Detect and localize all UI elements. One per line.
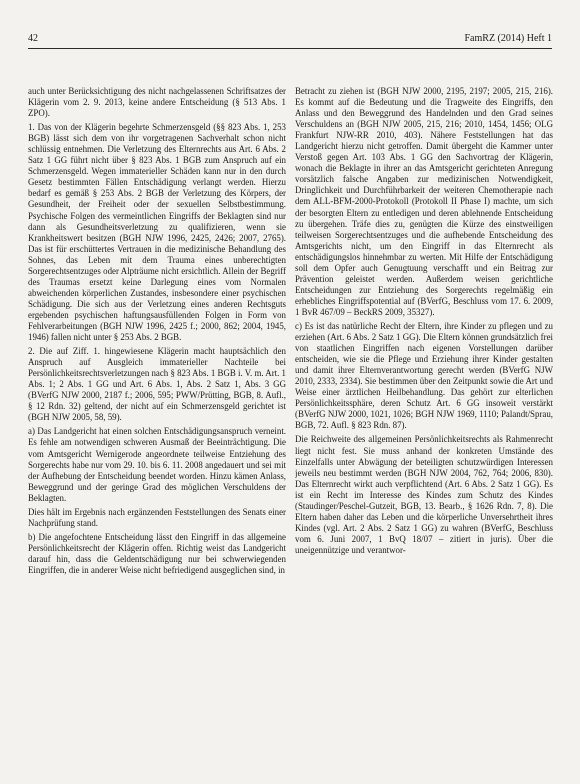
paragraph: 1. Das von der Klägerin begehrte Schmerzensgeld (§§ 823 Abs. 1, 253 BGB) lässt sich dem von ihr vorgetragenen Sachverhalt schon nicht schlüssig entnehmen. Die Verletzung des Elternrechts aus Art. 6 Abs. 2 Satz 1 GG führt nicht über § 823 Abs. 1 BGB zum Anspruch auf ein Schmerzensgeld. Wegen immaterieller Schäden kann nur in den durch Gesetz bestimmten Fällen Entschädigung verlangt werden. Hierzu bedarf es gemäß § 253 Abs. 2 BGB der Verletzung des Körpers, der Gesundheit, der Freiheit oder der sexuellen Selbstbestimmung. Psychische Folgen des vermeintlichen Eingriffs der Beklagten sind nur dann als Gesundheitsverletzung zu qualifizieren, wenn sie Krankheitswert besitzen (BGH NJW 1996, 2425, 2426; 2007, 2765). Das ist für erschüttertes Vertrauen in die medizinische Behandlung des Sohnes, das Leben mit dem Trauma eines unberechtigten Sorgerechtsentzuges oder Alpträume nicht ersichtlich. Allein der Begriff des Traumas ersetzt keine Darlegung eines vom Normalen abweichenden körperlichen Zustandes, insbesondere einer psychischen Schädigung. Die sich aus der Verletzung eines anderen Rechtsguts ergebenden psychischen haftungsausfüllenden Folgen in Form von Fehlverarbeitungen (BGH NJW 1996, 2425 f.; 2000, 862; 2004, 1945, 1946) fallen nicht unter § 253 Abs. 2 BGB.: [28, 122, 286, 343]
paragraph: Dies hält im Ergebnis nach ergänzenden Feststellungen des Senats einer Nachprüfung stand.: [28, 506, 286, 528]
paragraph: c) Es ist das natürliche Recht der Eltern, ihre Kinder zu pflegen und zu erziehen (Art. 6 Abs. 2 Satz 1 GG). Die Eltern können grundsätzlich frei von staatlichen Eingriffen nach eigenen Vorstellungen darüber entscheiden, wie sie die Pflege und Erziehung ihrer Kinder gestalten und damit ihrer Elternverantwortung gerecht werden (BVerfG NJW 2010, 2333, 2334). Sie bestimmen über den Zeitpunkt sowie die Art und Weise einer ärztlichen Heilbehandlung. Das gehört zur elterlichen Persönlichkeitssphäre, deren Schutz Art. 6 GG insoweit verstärkt (BVerfG NJW 2000, 1021, 1026; BGH NJW 1969, 1110; Palandt/Sprau, BGB, 72. Aufl. § 823 Rdn. 87).: [295, 320, 553, 431]
journal-citation: FamRZ (2014) Heft 1: [464, 32, 552, 44]
paragraph: auch unter Berücksichtigung des nicht nachgelassenen Schriftsatzes der Klägerin vom 2. 9. 2013, keine andere Entscheidung (§ 513 Abs. 1 ZPO).: [28, 86, 286, 119]
paragraph: Die Reichweite des allgemeinen Persönlichkeitsrechts als Rahmenrecht liegt nicht fest. Sie muss anhand der konkreten Umstände des Einzelfalls unter Abwägung der beteiligten schutzwürdigen Interessen jeweils neu bestimmt werden (BGH NJW 2004, 762, 764; 2006, 830). Das Elternrecht wirkt auch verpflichtend (Art. 6 Abs. 2 Satz 1 GG). Es ist ein Recht im Interesse des Kindes zum Schutz des Kindes (Staudinger/Peschel-Gutzeit, BGB, 13. Bearb., § 1626 Rdn. 7, 8). Die Eltern haben daher das Leben und die körperliche Unversehrtheit ihres Kindes (vgl. Art. 2 Abs. 2 Satz 1 GG) zu wahren (BVerfG, Beschluss vom 6. Juni 2007, 1 BvQ 18/07 – zitiert in juris). Über die uneigennützige und verantwor-: [295, 434, 553, 555]
header-rule: [28, 48, 552, 49]
right-column: [295, 86, 553, 766]
page-header: [28, 28, 552, 48]
paragraph: 2. Die auf Ziff. 1. hingewiesene Klägerin macht hauptsächlich den Anspruch auf Ausgleich immaterieller Nachteile bei Persönlichkeitsrechtsverletzungen nach § 823 Abs. 1 BGB i. V. m. Art. 1 Abs. 1; 2 Abs. 1 GG und Art. 6 Abs. 1, Abs. 2 Satz 1, Abs. 3 GG (BVerfG NJW 2000, 2187 f.; 2006, 595; PWW/Prütting, BGB, 8. Aufl., § 12 Rdn. 32) geltend, der nicht auf ein Schmerzensgeld gerichtet ist (BGH NJW 2005, 58, 59).: [28, 346, 286, 423]
paragraph: b) Die angefochtene Entscheidung lässt den Eingriff in das allgemeine Persönlichkeitsrecht der Klägerin offen. Richtig weist das Landgericht darauf hin, dass die Geldentschädigung nur bei schwerwiegenden Eingriffen, die in anderer Weise nicht befriedigend ausgeglichen sind, in: [28, 531, 286, 575]
paragraph: Betracht zu ziehen ist (BGH NJW 2000, 2195, 2197; 2005, 215, 216). Es kommt auf die Bedeutung und die Tragweite des Eingriffs, den Anlass und den Beweggrund des Handelnden und den Grad seines Verschuldens an (BGH NJW 2005, 215, 216; 2010, 1454, 1456; OLG Frankfurt NJW-RR 2010, 403). Nähere Feststellungen hat das Landgericht hierzu nicht getroffen. Damit übergeht die Kammer unter Verstoß gegen Art. 103 Abs. 1 GG den Sachvortrag der Klägerin, wonach die Beklagte in ihrer an das Amtsgericht gerichteten Anregung vorsätzlich falsche Angaben zur medizinischen Notwendigkeit, Dringlichkeit und Durchführbarkeit der weiteren Chemotherapie nach dem ALL-BFM-2000-Protokoll (Protokoll II Phase I) machte, um sich der besorgten Eltern zu entledigen und deren ablehnende Entscheidung zu übergehen. Träfe dies zu, genügten die Kürze des einstweiligen teilweisen Sorgerechtsentzuges und die aufhebende Entscheidung des Amtsgerichts nicht, um den Eingriff in das Elternrecht als entschädigungslos hinnehmbar zu werten. Mit Hilfe der Entschädigung soll dem Opfer auch Genugtuung verschafft und ein Beitrag zur Prävention geleistet werden. Außerdem weisen gerichtliche Entscheidungen zur Entziehung des Sorgerechts regelmäßig ein erhebliches Eingriffspotential auf (BVerfG, Beschluss vom 17. 6. 2009, 1 BvR 467/09 – BeckRS 2009, 35327).: [295, 86, 553, 317]
page-number: 42: [28, 32, 38, 44]
left-column: [28, 86, 286, 766]
paragraph: a) Das Landgericht hat einen solchen Entschädigungsanspruch verneint. Es fehle am notwendigen schweren Ausmaß der Beeinträchtigung. Die vom Amtsgericht Wernigerode angeordnete teilweise Entziehung des Sorgerechts habe nur vom 29. 10. bis 6. 11. 2008 angedauert und sei mit der Aufhebung der Entscheidung beendet worden. Hinzu kämen Anlass, Beweggrund und der geringe Grad des möglichen Verschuldens der Beklagten.: [28, 426, 286, 503]
